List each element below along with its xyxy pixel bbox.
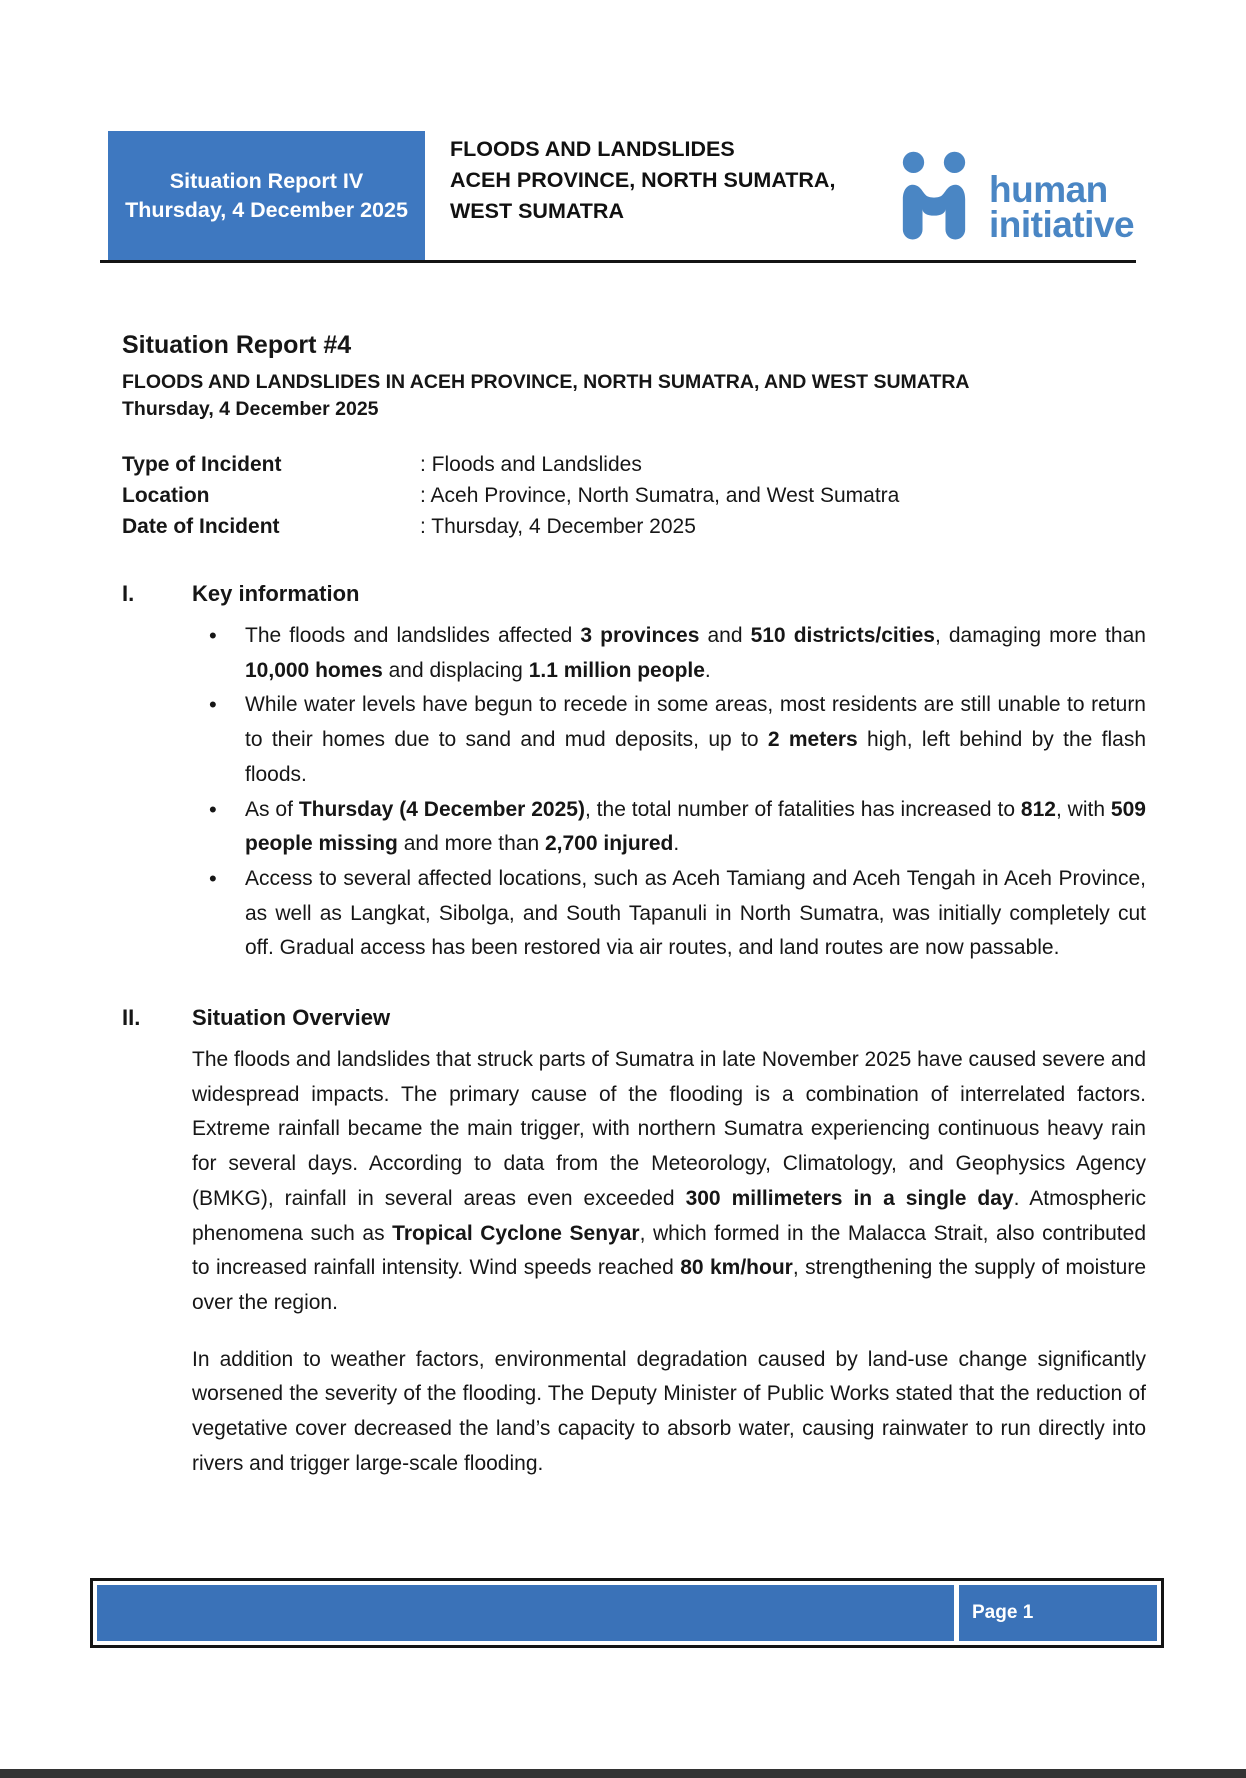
document-title-line1: FLOODS AND LANDSLIDES [450,137,735,161]
detail-label: Date of Incident [122,515,280,538]
section-number: I. [122,581,135,606]
wordmark-line2: initiative [989,204,1135,245]
detail-value: : Aceh Province, North Sumatra, and West Sumatra [420,484,900,507]
detail-label: Type of Incident [122,453,282,476]
paragraph: The floods and landslides that struck parts of Sumatra in late November 2025 have caused severe and widespread impacts. The primary cause of the flooding is a combination of interrelated factors. Extreme rainfall became the main trigger, with northern Sumatra experiencing continuous heavy rain for several days. According to data from the Meteorology, Climatology, and Geophysics Agency (BMKG), rainfall in several areas even exceeded 300 millimeters in a single day. Atmospheric phenomena such as Tropical Cyclone Senyar, which formed in the Malacca Strait, also contributed to increased rainfall intensity. Wind speeds reached 80 km/hour, strengthening the supply of moisture over the region. [192,1048,1147,1314]
document-title [450,134,835,227]
report-title: Situation Report #4 [122,331,352,359]
detail-label: Location [122,484,210,507]
list-item: • The floods and landslides affected 3 provinces and 510 districts/cities, damaging more than 10,000 homes and displacing 1.1 million people. [207,619,1146,688]
window-edge-bar [0,1769,1246,1778]
section-title: Situation Overview [192,1005,391,1031]
detail-row-date [122,511,1146,542]
incident-details [122,449,1146,542]
footer-bar [97,1585,954,1641]
section-situation-overview [122,1004,1146,1481]
section-key-information [122,580,1146,966]
document-title-line3: WEST SUMATRA [450,199,624,223]
report-date: Thursday, 4 December 2025 [122,398,379,420]
detail-value: : Floods and Landslides [420,453,642,476]
report-tag-line2: Thursday, 4 December 2025 [125,198,408,222]
footer-page-cell [959,1585,1157,1641]
list-item: • As of Thursday (4 December 2025), the total number of fatalities has increased to 812, with 509 people missing and more than 2,700 injured. [207,793,1146,862]
overview-paragraphs [192,1043,1146,1481]
section-title: Key information [192,581,360,606]
report-tag-line1: Situation Report IV [169,169,364,193]
report-body [122,330,1146,1481]
header-divider-rule [100,260,1136,263]
section-number: II. [122,1005,141,1031]
report-subtitle: FLOODS AND LANDSLIDES IN ACEH PROVINCE, NORTH SUMATRA, AND WEST SUMATRA [122,371,970,393]
list-item: • Access to several affected locations, such as Aceh Tamiang and Aceh Tengah in Aceh Province, as well as Langkat, Sibolga, and South Tapanuli in North Sumatra, was initially completely cut off. Gradual access has been restored via air routes, and land routes are now passable. [207,862,1146,966]
document-title-line2: ACEH PROVINCE, NORTH SUMATRA, [450,168,836,192]
detail-value: : Thursday, 4 December 2025 [420,515,696,538]
wordmark-line1: human [989,169,1108,210]
detail-row-location [122,480,1146,511]
human-initiative-wordmark [989,169,1135,245]
page-footer [90,1578,1164,1648]
list-item: • While water levels have begun to recede in some areas, most residents are still unable to return to their homes due to sand and mud deposits, up to 2 meters high, left behind by the flash floods. [207,688,1146,792]
section-heading [122,580,1146,607]
detail-row-type [122,449,1146,480]
section-heading [122,1004,1146,1031]
human-initiative-logo [893,150,1135,245]
report-tag-box [108,131,425,261]
page-number-label: Page 1 [972,1602,1034,1623]
key-information-list [207,619,1146,966]
human-initiative-logo-icon [893,150,975,242]
paragraph: In addition to weather factors, environmental degradation caused by land-use change significantly worsened the severity of the flooding. The Deputy Minister of Public Works stated that the reduction of vegetative cover decreased the land’s capacity to absorb water, causing rainwater to run directly into rivers and trigger large-scale flooding. [192,1347,1146,1475]
